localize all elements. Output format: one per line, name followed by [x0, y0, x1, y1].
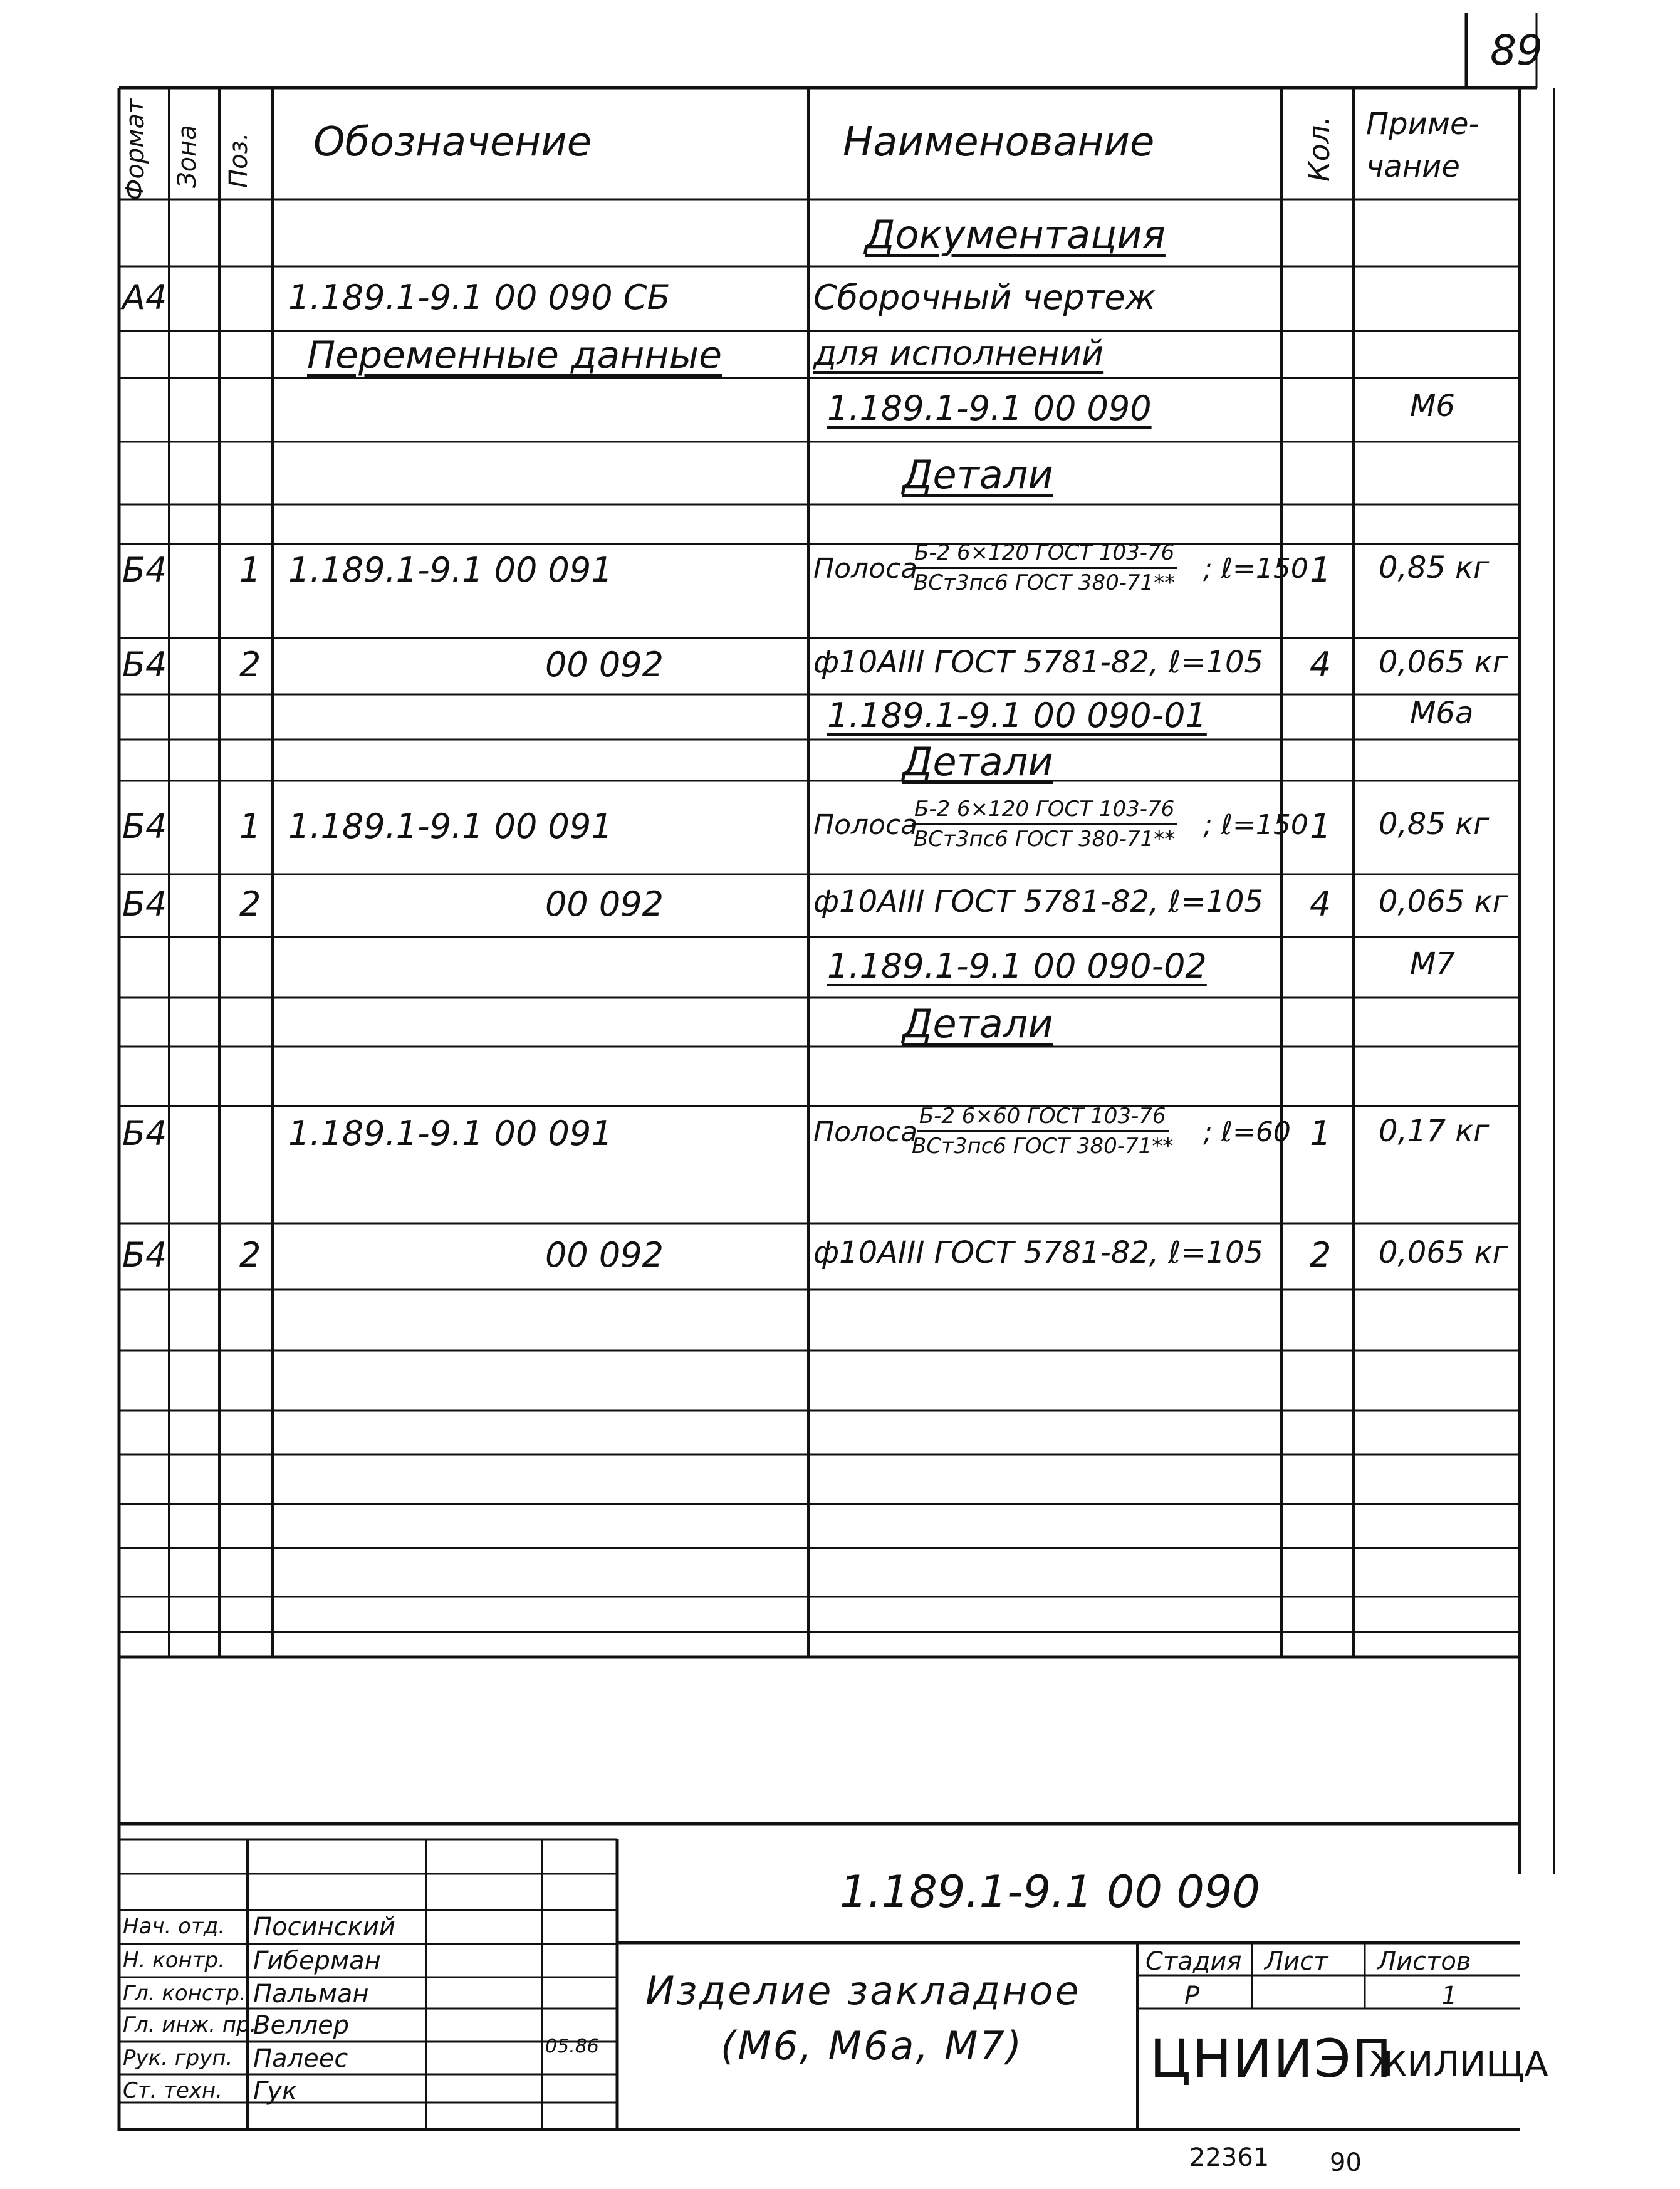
signature-name: Палеес: [253, 2044, 348, 2073]
sheets-label: Листов: [1377, 1947, 1471, 1976]
cell-format: Б4: [122, 1114, 167, 1153]
title-line1: Изделие закладное: [645, 1968, 1081, 2014]
cell-position: 2: [239, 884, 261, 924]
cell-name-prefix: Полоса: [813, 808, 918, 841]
cell-name: 1.189.1-9.1 00 090-02: [827, 946, 1207, 986]
cell-quantity: 4: [1310, 645, 1332, 684]
footer-page: 90: [1330, 2148, 1362, 2177]
fraction-numerator: Б-2 6×120 ГОСТ 103-76: [912, 797, 1177, 825]
cell-format: Б4: [122, 806, 167, 846]
fraction-numerator: Б-2 6×120 ГОСТ 103-76: [912, 540, 1177, 569]
cell-format: Б4: [122, 550, 167, 590]
cell-designation: 00 092: [545, 645, 664, 684]
signature-name: Гук: [253, 2077, 298, 2106]
sheet-label: Лист: [1265, 1947, 1328, 1976]
header-note-line1: Приме-: [1366, 107, 1479, 142]
cell-note: 0,065 кг: [1379, 884, 1508, 919]
cell-name-prefix: Полоса: [813, 552, 918, 585]
cell-note: М7: [1410, 946, 1455, 981]
cell-name: Детали: [902, 452, 1053, 498]
cell-quantity: 1: [1310, 1114, 1332, 1153]
stage-value: Р: [1184, 1982, 1200, 2010]
cell-name-prefix: Полоса: [813, 1116, 918, 1148]
cell-note: М6а: [1410, 696, 1474, 731]
fraction-denominator: ВСт3пс6 ГОСТ 380-71**: [912, 1134, 1174, 1159]
stage-label: Стадия: [1145, 1947, 1242, 1976]
cell-name: ф10АIII ГОСТ 5781-82, ℓ=105: [813, 1235, 1264, 1270]
cell-note: 0,065 кг: [1379, 645, 1508, 680]
cell-quantity: 2: [1310, 1235, 1332, 1275]
signature-role: Гл. констр.: [123, 1981, 246, 2006]
cell-name: Детали: [902, 739, 1053, 785]
title-line2: (М6, М6а, М7): [721, 2023, 1024, 2069]
signature-role: Рук. груп.: [123, 2045, 233, 2071]
cell-name: Детали: [902, 1001, 1053, 1047]
cell-name-fraction: [912, 1104, 1173, 1159]
cell-designation: 00 092: [545, 884, 664, 924]
cell-name-fraction: [912, 540, 1177, 595]
cell-name: ф10АIII ГОСТ 5781-82, ℓ=105: [813, 884, 1264, 919]
title-doc-number: 1.189.1-9.1 00 090: [840, 1866, 1260, 1918]
signature-role: Н. контр.: [123, 1948, 225, 1973]
cell-position: 2: [239, 645, 261, 684]
header-designation: Обозначение: [313, 119, 592, 165]
signature-name: Веллер: [253, 2011, 350, 2040]
header-name: Наименование: [843, 119, 1155, 165]
cell-quantity: 1: [1310, 806, 1332, 846]
fraction-numerator: Б-2 6×60 ГОСТ 103-76: [917, 1104, 1169, 1132]
cell-designation: 00 092: [545, 1235, 664, 1275]
signature-name: Посинский: [253, 1913, 395, 1941]
cell-position: 1: [239, 550, 261, 590]
cell-designation: 1.189.1-9.1 00 091: [288, 806, 613, 846]
page-number: 89: [1490, 26, 1543, 75]
cell-designation: 1.189.1-9.1 00 091: [288, 550, 613, 590]
cell-position: 1: [239, 806, 261, 846]
org-name: ЦНИИЭП: [1150, 2028, 1393, 2089]
cell-format: А4: [122, 277, 167, 317]
cell-name-fraction: [912, 797, 1177, 852]
cell-name: для исполнений: [813, 333, 1104, 373]
cell-format: Б4: [122, 1235, 167, 1275]
cell-name-suffix: ; ℓ=60: [1203, 1116, 1291, 1148]
sheets-value: 1: [1441, 1982, 1458, 2010]
signature-role: Гл. инж. пр.: [123, 2012, 257, 2037]
cell-quantity: 4: [1310, 884, 1332, 924]
cell-format: Б4: [122, 645, 167, 684]
cell-position: 2: [239, 1235, 261, 1275]
cell-name: Документация: [865, 211, 1166, 258]
cell-name-suffix: ; ℓ=150: [1203, 552, 1308, 585]
approval-date: 05.86: [545, 2035, 599, 2057]
signature-role: Ст. техн.: [123, 2078, 223, 2103]
cell-quantity: 1: [1310, 550, 1332, 590]
cell-designation: 1.189.1-9.1 00 090 СБ: [288, 277, 670, 317]
fraction-denominator: ВСт3пс6 ГОСТ 380-71**: [913, 826, 1176, 852]
org-suffix: ЖИЛИЩА: [1369, 2044, 1548, 2085]
cell-name: ф10АIII ГОСТ 5781-82, ℓ=105: [813, 645, 1264, 680]
cell-name-suffix: ; ℓ=150: [1203, 808, 1308, 841]
signature-role: Нач. отд.: [123, 1914, 226, 1939]
fraction-denominator: ВСт3пс6 ГОСТ 380-71**: [913, 570, 1176, 595]
cell-note: 0,17 кг: [1379, 1114, 1490, 1149]
header-qty: Кол.: [1302, 116, 1336, 182]
cell-designation: Переменные данные: [307, 333, 723, 377]
header-note-line2: чание: [1366, 149, 1460, 184]
cell-note: М6: [1410, 389, 1455, 424]
cell-note: 0,85 кг: [1379, 806, 1490, 842]
signature-name: Гиберман: [253, 1946, 381, 1975]
header-format: Формат: [121, 98, 150, 201]
cell-name: 1.189.1-9.1 00 090-01: [827, 696, 1207, 735]
cell-designation: 1.189.1-9.1 00 091: [288, 1114, 613, 1153]
cell-format: Б4: [122, 884, 167, 924]
cell-name: Сборочный чертеж: [813, 277, 1156, 317]
header-pos: Поз.: [224, 132, 253, 188]
signature-name: Пальман: [253, 1980, 369, 2009]
cell-note: 0,85 кг: [1379, 550, 1490, 585]
cell-name: 1.189.1-9.1 00 090: [827, 389, 1152, 428]
cell-note: 0,065 кг: [1379, 1235, 1508, 1270]
header-zone: Зона: [173, 125, 202, 188]
footer-code: 22361: [1189, 2143, 1270, 2172]
